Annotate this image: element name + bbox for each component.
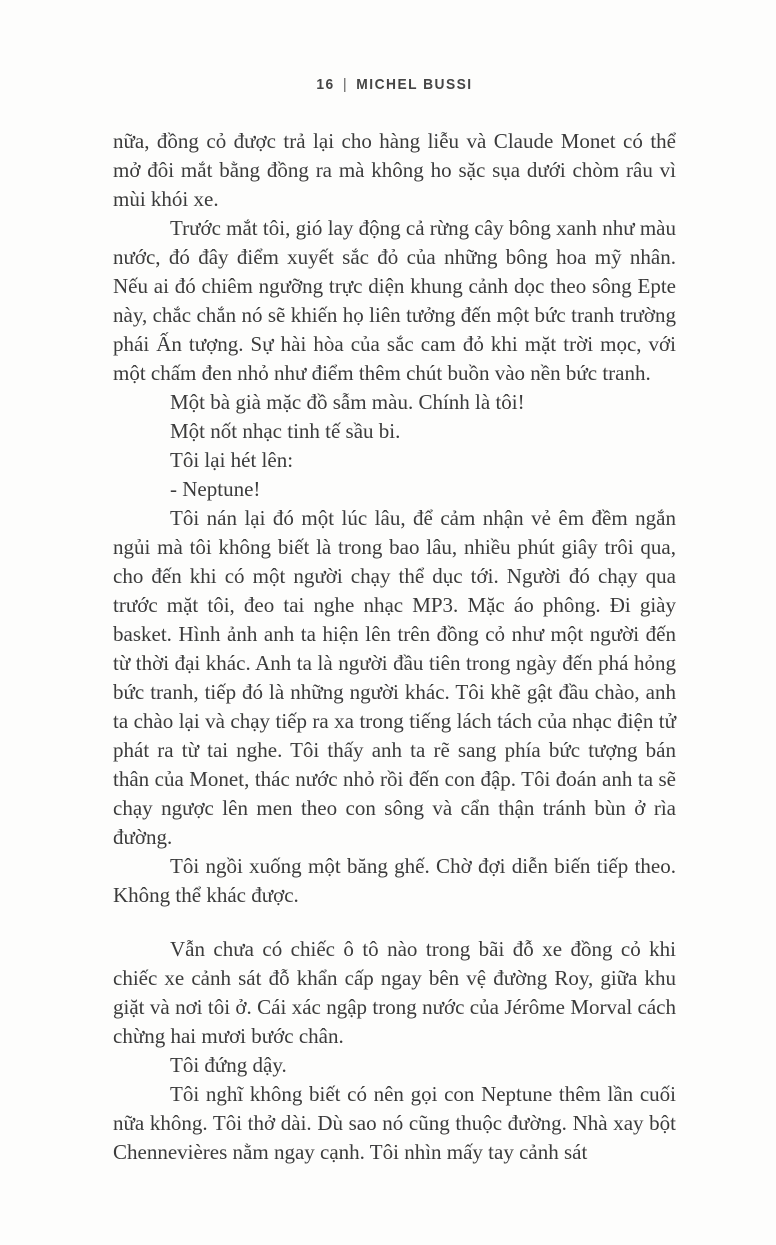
paragraph: Vẫn chưa có chiếc ô tô nào trong bãi đỗ xe đồng cỏ khi chiếc xe cảnh sát đỗ khẩn cấp ngay bên vệ đường Roy, giữa khu giặt và nơi tôi ở. Cái xác ngập trong nước của Jérôme Morval cách chừng hai mươi bước chân.: [113, 937, 676, 1048]
page-header: [136, 76, 654, 93]
paragraph: Trước mắt tôi, gió lay động cả rừng cây bông xanh như màu nước, đó đây điểm xuyết sắc đỏ của những bông hoa mỹ nhân. Nếu ai đó chiêm ngưỡng trực diện khung cảnh dọc theo sông Epte này, chắc chắn nó sẽ khiến họ liên tưởng đến một bức tranh trường phái Ấn tượng. Sự hài hòa của sắc cam đỏ khi mặt trời mọc, với một chấm đen nhỏ như điểm thêm chút buồn vào nền bức tranh.: [113, 216, 676, 385]
page-number: 16: [316, 76, 335, 93]
header-separator: |: [342, 76, 349, 93]
paragraph: - Neptune!: [170, 477, 261, 501]
paragraph: Tôi lại hét lên:: [170, 448, 294, 472]
paragraph: Tôi ngồi xuống một băng ghế. Chờ đợi diễn biến tiếp theo. Không thể khác được.: [113, 854, 676, 907]
paragraph: nữa, đồng cỏ được trả lại cho hàng liễu và Claude Monet có thể mở đôi mắt bằng đồng ra mà không ho sặc sụa dưới chòm râu vì mùi khói xe.: [113, 129, 676, 211]
page-body: [113, 127, 676, 1167]
paragraph: Một bà già mặc đồ sẫm màu. Chính là tôi!: [170, 390, 525, 414]
author-name: MICHEL BUSSI: [356, 76, 473, 93]
paragraph: Một nốt nhạc tinh tế sầu bi.: [170, 419, 401, 443]
paragraph: Tôi đứng dậy.: [170, 1053, 287, 1077]
paragraph: Tôi nán lại đó một lúc lâu, để cảm nhận vẻ êm đềm ngắn ngủi mà tôi không biết là trong bao lâu, nhiều phút giây trôi qua, cho đến khi có một người chạy thể dục tới. Người đó chạy qua trước mặt tôi, đeo tai nghe nhạc MP3. Mặc áo phông. Đi giày basket. Hình ảnh anh ta hiện lên trên đồng cỏ như một người đến từ thời đại khác. Anh ta là người đầu tiên trong ngày đến phá hỏng bức tranh, tiếp đó là những người khác. Tôi khẽ gật đầu chào, anh ta chào lại và chạy tiếp ra xa trong tiếng lách tách của nhạc điện tử phát ra từ tai nghe. Tôi thấy anh ta rẽ sang phía bức tượng bán thân của Monet, thác nước nhỏ rồi đến con đập. Tôi đoán anh ta sẽ chạy ngược lên men theo con sông và cẩn thận tránh bùn ở rìa đường.: [113, 506, 676, 849]
paragraph: Tôi nghĩ không biết có nên gọi con Neptune thêm lần cuối nữa không. Tôi thở dài. Dù sao nó cũng thuộc đường. Nhà xay bột Chennevières nằm ngay cạnh. Tôi nhìn mấy tay cảnh sát: [113, 1082, 676, 1164]
